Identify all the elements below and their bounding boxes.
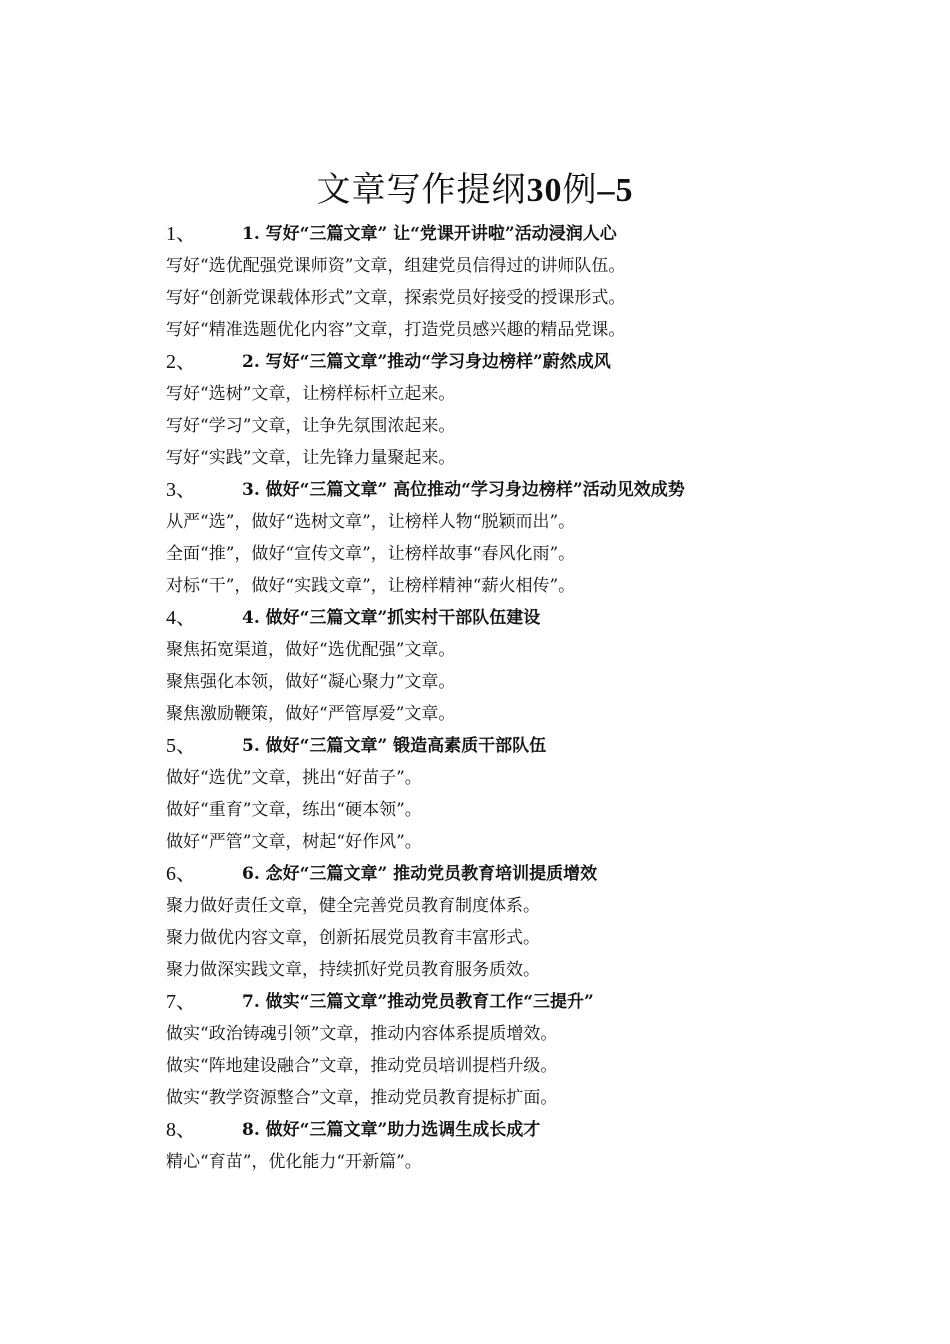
outline-line: 对标“干”，做好“实践文章”，让榜样精神“薪火相传”。 — [166, 576, 576, 596]
section-heading — [166, 1114, 926, 1146]
section-heading-text: 8. 做好“三篇文章”助力选调生成长成才 — [242, 1120, 541, 1140]
outline-line: 聚力做优内容文章，创新拓展党员教育丰富形式。 — [166, 928, 540, 948]
section-number: 1、 — [166, 223, 196, 245]
section-heading — [166, 474, 926, 506]
section-number: 7、 — [166, 991, 196, 1013]
outline-line: 精心“育苗”，优化能力“开新篇”。 — [166, 1152, 422, 1172]
outline-line: 写好“选优配强党课师资”文章，组建党员信得过的讲师队伍。 — [166, 256, 626, 276]
section-3 — [166, 474, 926, 602]
section-heading — [166, 730, 926, 762]
section-heading — [166, 858, 926, 890]
title-number: 30 — [526, 172, 563, 209]
outline-line: 写好“选树”文章，让榜样标杆立起来。 — [166, 384, 456, 404]
outline-line: 聚焦激励鞭策，做好“严管厚爱”文章。 — [166, 704, 456, 724]
section-heading — [166, 218, 926, 250]
outline-line: 聚焦强化本领，做好“凝心聚力”文章。 — [166, 672, 456, 692]
outline-line: 全面“推”，做好“宣传文章”，让榜样故事“春风化雨”。 — [166, 544, 576, 564]
outline-line: 做好“严管”文章，树起“好作风”。 — [166, 832, 422, 852]
outline-line: 聚力做好责任文章，健全完善党员教育制度体系。 — [166, 896, 540, 916]
page-title — [0, 166, 950, 215]
outline-line: 写好“学习”文章，让争先氛围浓起来。 — [166, 416, 456, 436]
section-heading — [166, 602, 926, 634]
outline-line: 聚焦拓宽渠道，做好“选优配强”文章。 — [166, 640, 456, 660]
section-number: 2、 — [166, 351, 196, 373]
section-heading-text: 5. 做好“三篇文章” 锻造高素质干部队伍 — [242, 736, 547, 756]
section-1 — [166, 218, 926, 346]
title-tail: 例 — [562, 170, 598, 210]
outline-line: 做实“教学资源整合”文章，推动党员教育提标扩面。 — [166, 1088, 558, 1108]
outline-line: 做好“选优”文章，挑出“好苗子”。 — [166, 768, 422, 788]
outline-list — [166, 218, 926, 1178]
section-number: 4、 — [166, 607, 196, 629]
title-main: 文章写作提纲 — [316, 170, 527, 210]
section-heading-text: 4. 做好“三篇文章”抓实村干部队伍建设 — [242, 608, 541, 628]
section-number: 6、 — [166, 863, 196, 885]
outline-line: 写好“实践”文章，让先锋力量聚起来。 — [166, 448, 456, 468]
outline-line: 做实“政治铸魂引领”文章，推动内容体系提质增效。 — [166, 1024, 558, 1044]
section-number: 5、 — [166, 735, 196, 757]
section-number: 8、 — [166, 1119, 196, 1141]
section-heading-text: 6. 念好“三篇文章” 推动党员教育培训提质增效 — [242, 864, 598, 884]
section-number: 3、 — [166, 479, 196, 501]
outline-line: 写好“创新党课载体形式”文章，探索党员好接受的授课形式。 — [166, 288, 626, 308]
outline-line: 写好“精准选题优化内容”文章，打造党员感兴趣的精品党课。 — [166, 320, 626, 340]
section-heading — [166, 986, 926, 1018]
outline-line: 做实“阵地建设融合”文章，推动党员培训提档升级。 — [166, 1056, 558, 1076]
outline-line: 聚力做深实践文章，持续抓好党员教育服务质效。 — [166, 960, 540, 980]
outline-line: 做好“重育”文章，练出“硬本领”。 — [166, 800, 422, 820]
section-heading-text: 7. 做实“三篇文章”推动党员教育工作“三提升” — [242, 992, 594, 1012]
title-suffix: –5 — [597, 172, 634, 209]
section-2 — [166, 346, 926, 474]
section-heading — [166, 346, 926, 378]
section-heading-text: 1. 写好“三篇文章” 让“党课开讲啦”活动浸润人心 — [242, 224, 617, 244]
section-heading-text: 2. 写好“三篇文章”推动“学习身边榜样”蔚然成风 — [242, 352, 611, 372]
section-4 — [166, 602, 926, 730]
section-5 — [166, 730, 926, 858]
outline-line: 从严“选”，做好“选树文章”，让榜样人物“脱颖而出”。 — [166, 512, 576, 532]
section-6 — [166, 858, 926, 986]
section-heading-text: 3. 做好“三篇文章” 高位推动“学习身边榜样”活动见效成势 — [242, 480, 685, 500]
section-8 — [166, 1114, 926, 1178]
section-7 — [166, 986, 926, 1114]
